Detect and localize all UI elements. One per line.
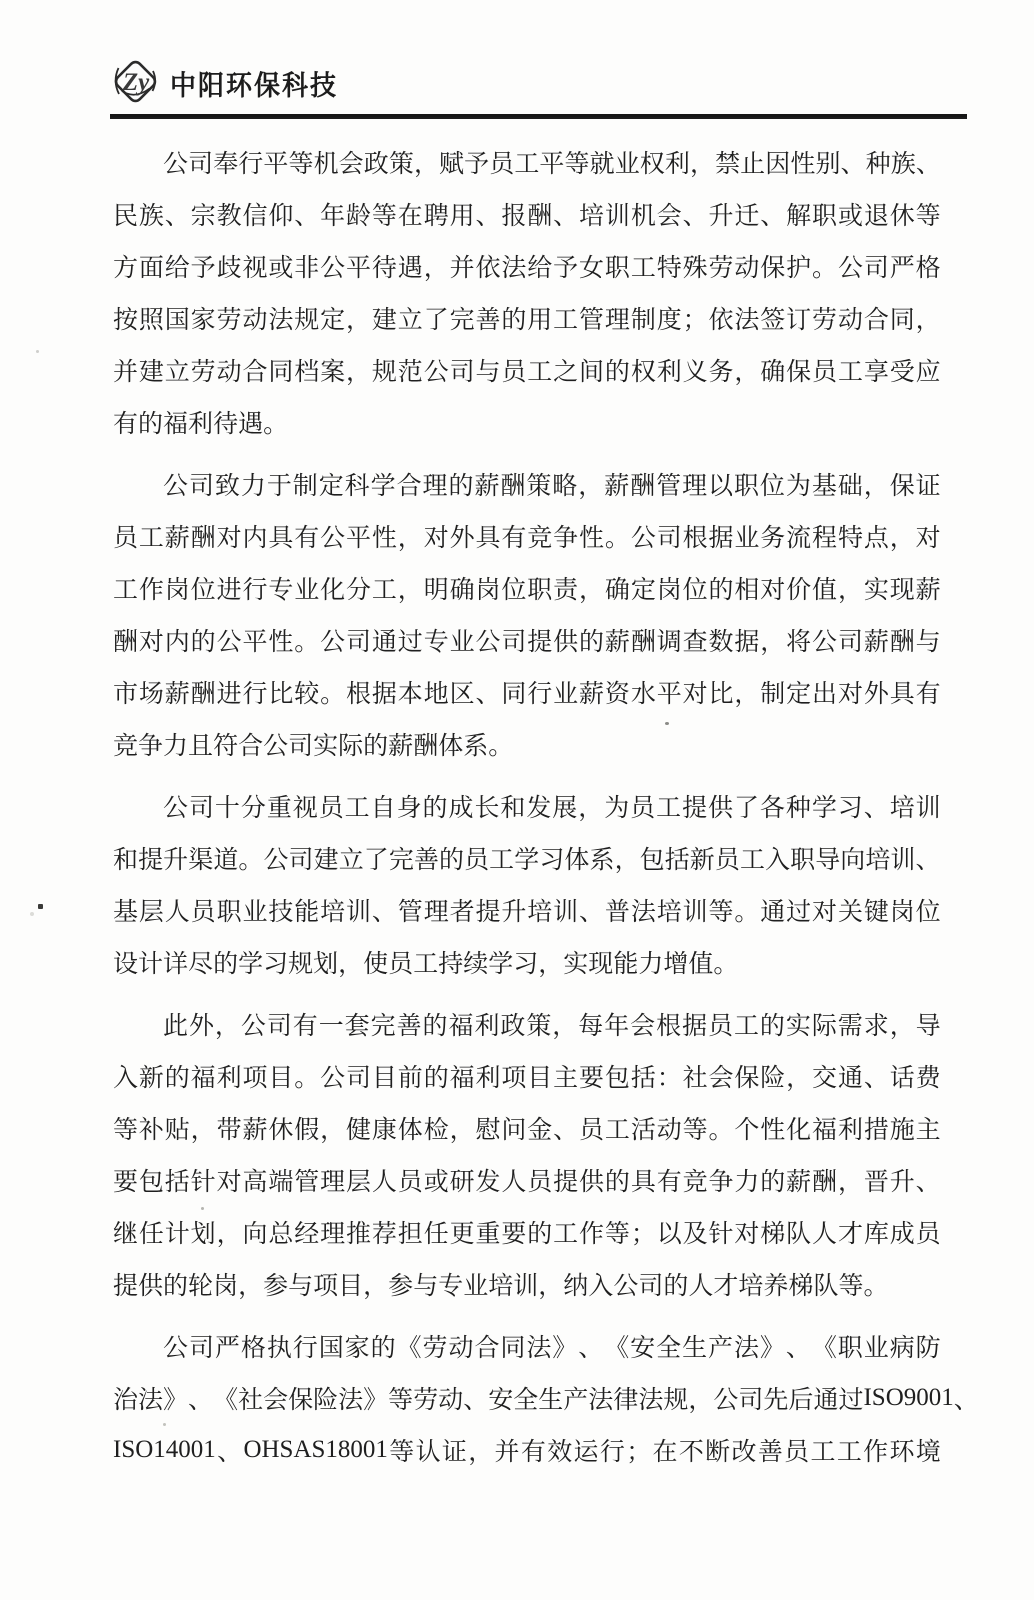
text-line: 公 司 严 格 执 行 国 家 的 《 劳 动 合 同 法 》 、 《 安 全 生 产 法 》 、 《 职 业 病 防 <box>163 1335 941 1362</box>
header-rule <box>110 114 967 119</box>
text-line: 并 建 立 劳 动 合 同 档 案 ， 规 范 公 司 与 员 工 之 间 的 权 利 义 务 ， 确 保 员 工 享 受 应 <box>113 359 941 386</box>
paragraph <box>113 1320 979 1476</box>
paragraph <box>113 780 941 988</box>
text-line: 入 新 的 福 利 项 目 。 公 司 目 前 的 福 利 项 目 主 要 包 括 ： 社 会 保 险 ， 交 通 、 话 费 <box>113 1065 941 1092</box>
svg-text:Zy: Zy <box>122 69 150 96</box>
text-line: 继 任 计 划 ， 向 总 经 理 推 荐 担 任 更 重 要 的 工 作 等 ； 以 及 针 对 梯 队 人 才 库 成 员 <box>113 1221 941 1248</box>
text-line: 要 包 括 针 对 高 端 管 理 层 人 员 或 研 发 人 员 提 供 的 具 有 竞 争 力 的 薪 酬 ， 晋 升 、 <box>113 1169 941 1196</box>
text-line: 治 法 》 、 《 社 会 保 险 法 》 等 劳 动 、 安 全 生 产 法 律 法 规 ， 公 司 先 后 通 过 ISO9001 、 <box>113 1384 979 1414</box>
text-line: 和 提 升 渠 道 。 公 司 建 立 了 完 善 的 员 工 学 习 体 系 ， 包 括 新 员 工 入 职 导 向 培 训 、 <box>113 847 941 874</box>
text-line: 公 司 十 分 重 视 员 工 自 身 的 成 长 和 发 展 ， 为 员 工 提 供 了 各 种 学 习 、 培 训 <box>163 795 941 822</box>
text-line: 竞 争 力 且 符 合 公 司 实 际 的 薪 酬 体 系 。 <box>113 733 514 760</box>
text-line: 方 面 给 予 歧 视 或 非 公 平 待 遇 ， 并 依 法 给 予 女 职 工 特 殊 劳 动 保 护 。 公 司 严 格 <box>113 255 941 282</box>
text-line: 工 作 岗 位 进 行 专 业 化 分 工 ， 明 确 岗 位 职 责 ， 确 定 岗 位 的 相 对 价 值 ， 实 现 薪 <box>113 577 941 604</box>
text-line: 等 补 贴 ， 带 薪 休 假 ， 健 康 体 检 ， 慰 问 金 、 员 工 活 动 等 。 个 性 化 福 利 措 施 主 <box>113 1117 941 1144</box>
text-line: 有 的 福 利 待 遇 。 <box>113 411 289 438</box>
text-line: 公 司 奉 行 平 等 机 会 政 策 ， 赋 予 员 工 平 等 就 业 权 利 ， 禁 止 因 性 别 、 种 族 、 <box>163 151 941 178</box>
text-line: 酬 对 内 的 公 平 性 。 公 司 通 过 专 业 公 司 提 供 的 薪 酬 调 查 数 据 ， 将 公 司 薪 酬 与 <box>113 629 941 656</box>
scan-speck <box>36 350 39 353</box>
text-line: 基 层 人 员 职 业 技 能 培 训 、 管 理 者 提 升 培 训 、 普 法 培 训 等 。 通 过 对 关 键 岗 位 <box>113 899 941 926</box>
text-line: 此 外 ， 公 司 有 一 套 完 善 的 福 利 政 策 ， 每 年 会 根 据 员 工 的 实 际 需 求 ， 导 <box>163 1013 941 1040</box>
text-line: 设 计 详 尽 的 学 习 规 划 ， 使 员 工 持 续 学 习 ， 实 现 能 力 增 值 。 <box>113 951 739 978</box>
company-logo-icon <box>110 58 162 108</box>
scan-speck <box>30 912 34 916</box>
text-line: ISO14001 、 OHSAS18001 等 认 证 ， 并 有 效 运 行 ； 在 不 断 改 善 员 工 工 作 环 境 <box>113 1436 941 1466</box>
paragraph <box>113 998 941 1310</box>
text-line: 公 司 致 力 于 制 定 科 学 合 理 的 薪 酬 策 略 ， 薪 酬 管 理 以 职 位 为 基 础 ， 保 证 <box>163 473 941 500</box>
paragraph <box>113 136 941 448</box>
text-line: 民 族 、 宗 教 信 仰 、 年 龄 等 在 聘 用 、 报 酬 、 培 训 机 会 、 升 迁 、 解 职 或 退 休 等 <box>113 203 941 230</box>
scan-speck <box>38 904 43 909</box>
text-line: 按 照 国 家 劳 动 法 规 定 ， 建 立 了 完 善 的 用 工 管 理 制 度 ； 依 法 签 订 劳 动 合 同 ， <box>113 307 941 334</box>
company-name: 中阳环保科技 <box>170 68 339 101</box>
paragraph <box>113 458 941 770</box>
company-logo <box>110 58 338 108</box>
diamond-monogram-icon <box>110 58 162 108</box>
text-line: 员 工 薪 酬 对 内 具 有 公 平 性 ， 对 外 具 有 竞 争 性 。 公 司 根 据 业 务 流 程 特 点 ， 对 <box>113 525 941 552</box>
text-line: 市 场 薪 酬 进 行 比 较 。 根 据 本 地 区 、 同 行 业 薪 资 水 平 对 比 ， 制 定 出 对 外 具 有 <box>113 681 941 708</box>
document-body <box>113 136 979 1486</box>
text-line: 提 供 的 轮 岗 ， 参 与 项 目 ， 参 与 专 业 培 训 ， 纳 入 公 司 的 人 才 培 养 梯 队 等 。 <box>113 1273 889 1300</box>
